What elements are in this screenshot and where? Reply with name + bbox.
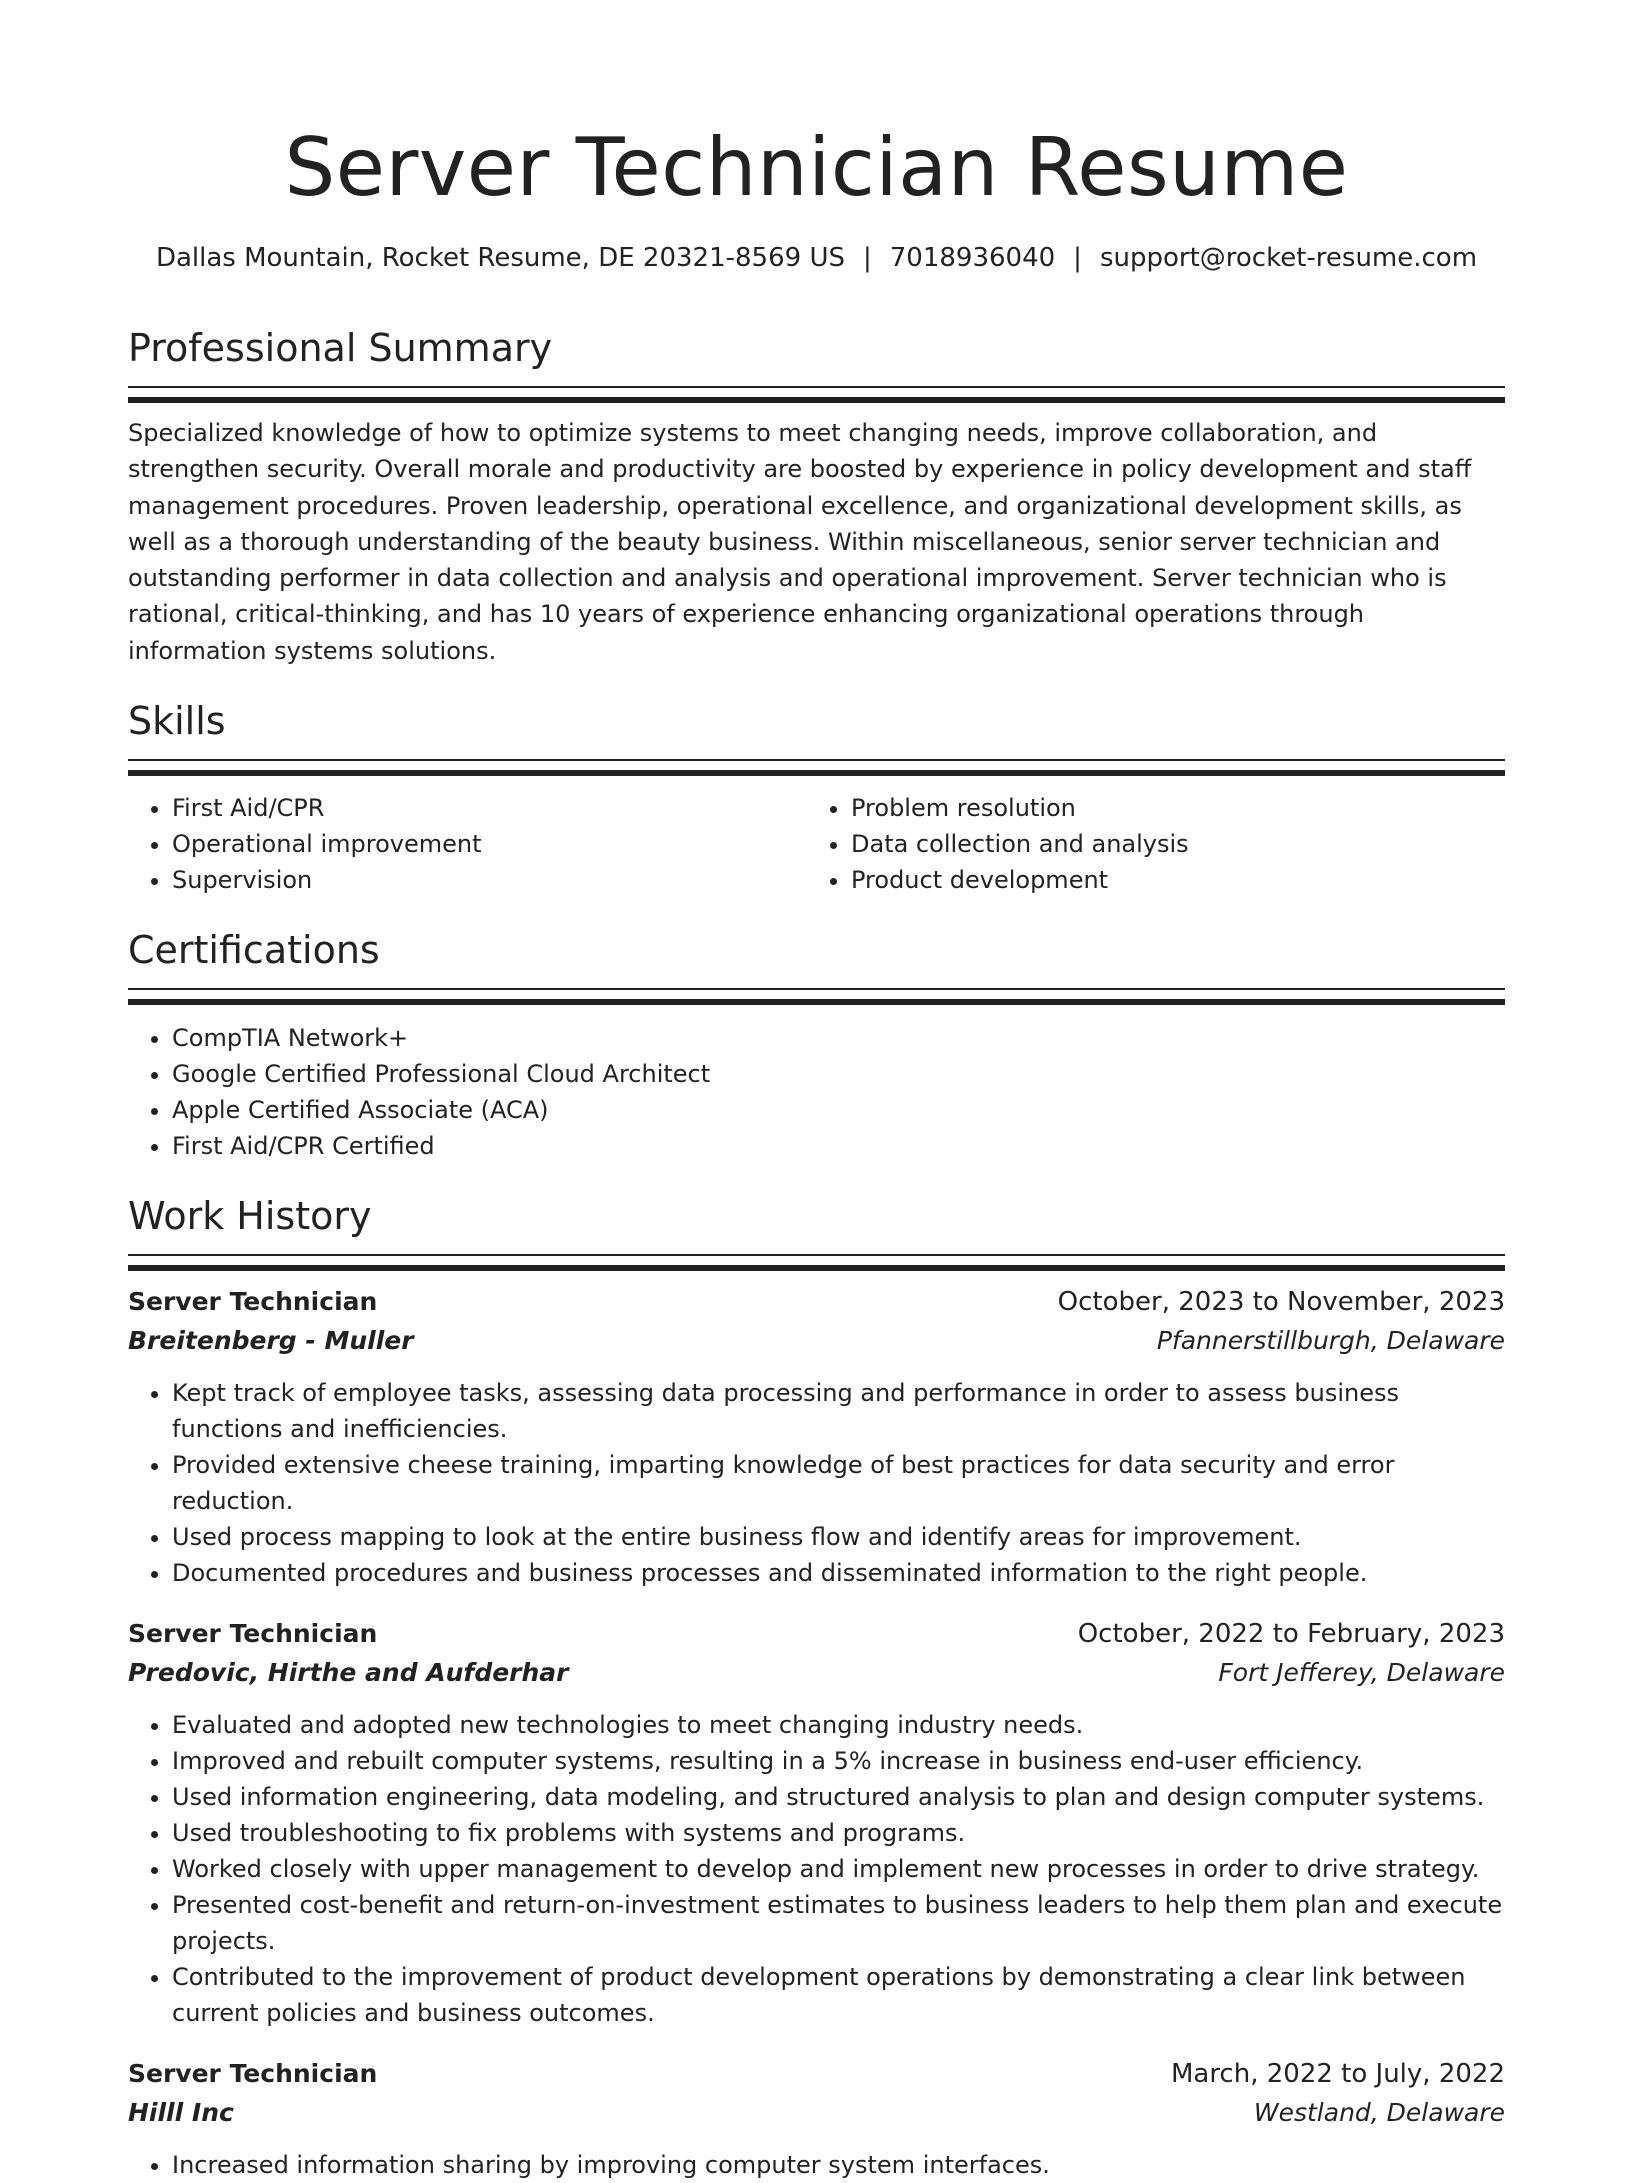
skills-list-left bbox=[128, 790, 807, 898]
job-company: Predovic, Hirthe and Aufderhar bbox=[128, 1658, 569, 1688]
job-entry bbox=[128, 1283, 1505, 1591]
job-title: Server Technician bbox=[128, 1287, 378, 1317]
job-header-row bbox=[128, 1615, 1505, 1653]
job-header-row bbox=[128, 1283, 1505, 1321]
skills-grid bbox=[128, 790, 1505, 898]
contact-phone: 7018936040 bbox=[889, 243, 1056, 273]
job-duties-list bbox=[128, 1375, 1505, 1591]
section-divider bbox=[128, 759, 1505, 776]
certification-item: • CompTIA Network+ bbox=[172, 1020, 1505, 1056]
job-title: Server Technician bbox=[128, 2059, 378, 2089]
job-location: Westland, Delaware bbox=[1253, 2098, 1505, 2128]
job-header-row bbox=[128, 2055, 1505, 2093]
job-duty-item: • Presented cost-benefit and return-on-investment estimates to business leaders to help them plan and execute projects. bbox=[172, 1887, 1505, 1959]
skill-item: • First Aid/CPR bbox=[172, 790, 807, 826]
section-divider bbox=[128, 386, 1505, 403]
skills-section bbox=[128, 697, 1505, 898]
job-title: Server Technician bbox=[128, 1619, 378, 1649]
certifications-list bbox=[128, 1020, 1505, 1164]
summary-paragraph: Specialized knowledge of how to optimize systems to meet changing needs, improve collaboration, and strengthen security. Overall morale and productivity are boosted by experience in policy development and staff management procedures. Proven leadership, operational excellence, and organizational development skills, as well as a thorough understanding of the beauty business. Within miscellaneous, senior server technician and outstanding performer in data collection and analysis and operational improvement. Server technician who is rational, critical-thinking, and has 10 years of experience enhancing organizational operations through information systems solutions. bbox=[128, 419, 1472, 665]
section-heading-skills: Skills bbox=[128, 699, 226, 744]
work-history-section bbox=[128, 1192, 1505, 2183]
section-divider bbox=[128, 988, 1505, 1005]
resume-title: Server Technician Resume bbox=[284, 121, 1349, 214]
skills-list-right bbox=[807, 790, 1486, 898]
job-location: Pfannerstillburgh, Delaware bbox=[1156, 1326, 1505, 1356]
skill-item: • Product development bbox=[851, 862, 1486, 898]
section-heading-summary: Professional Summary bbox=[128, 326, 553, 370]
skill-item: • Problem resolution bbox=[851, 790, 1486, 826]
job-duty-item: • Evaluated and adopted new technologies to meet changing industry needs. bbox=[172, 1707, 1505, 1743]
skill-item: • Data collection and analysis bbox=[851, 826, 1486, 862]
certification-item: • Google Certified Professional Cloud Architect bbox=[172, 1056, 1505, 1092]
job-duties-list bbox=[128, 2147, 1505, 2183]
job-entry bbox=[128, 2055, 1505, 2183]
skills-column-right bbox=[807, 790, 1486, 898]
contact-email[interactable]: support@rocket-resume.com bbox=[1099, 243, 1478, 273]
skill-item: • Supervision bbox=[172, 862, 807, 898]
job-duty-item: • Used information engineering, data modeling, and structured analysis to plan and design computer systems. bbox=[172, 1779, 1505, 1815]
job-duty-item: • Worked closely with upper management to develop and implement new processes in order to drive strategy. bbox=[172, 1851, 1505, 1887]
certification-item: • Apple Certified Associate (ACA) bbox=[172, 1092, 1505, 1128]
job-dates: March, 2022 to July, 2022 bbox=[1170, 2059, 1505, 2090]
job-duty-item: • Used troubleshooting to fix problems with systems and programs. bbox=[172, 1815, 1505, 1851]
professional-summary-section bbox=[128, 324, 1505, 669]
skill-item: • Operational improvement bbox=[172, 826, 807, 862]
job-duty-item: • Documented procedures and business processes and disseminated information to the right people. bbox=[172, 1555, 1505, 1591]
certification-item: • First Aid/CPR Certified bbox=[172, 1128, 1505, 1164]
job-duty-item: • Used process mapping to look at the entire business flow and identify areas for improvement. bbox=[172, 1519, 1505, 1555]
certifications-section bbox=[128, 926, 1505, 1164]
job-employer-row bbox=[128, 1321, 1505, 1361]
job-employer-row bbox=[128, 1653, 1505, 1693]
job-company: Breitenberg - Muller bbox=[128, 1326, 414, 1356]
section-heading-work-history: Work History bbox=[128, 1194, 372, 1239]
job-dates: October, 2023 to November, 2023 bbox=[1057, 1287, 1505, 1318]
contact-line bbox=[128, 240, 1505, 276]
job-duties-list bbox=[128, 1707, 1505, 2031]
job-location: Fort Jefferey, Delaware bbox=[1218, 1658, 1505, 1688]
section-divider bbox=[128, 1254, 1505, 1271]
job-employer-row bbox=[128, 2093, 1505, 2133]
job-duty-item: • Kept track of employee tasks, assessing data processing and performance in order to assess business functions and inefficiencies. bbox=[172, 1375, 1505, 1447]
contact-separator: | bbox=[862, 243, 872, 273]
resume-page bbox=[128, 0, 1505, 2183]
job-dates: October, 2022 to February, 2023 bbox=[1077, 1619, 1505, 1650]
skills-column-left bbox=[128, 790, 807, 898]
job-company: Hilll Inc bbox=[128, 2098, 234, 2128]
section-heading-certifications: Certifications bbox=[128, 928, 380, 973]
job-entry bbox=[128, 1615, 1505, 2031]
job-duty-item: • Improved and rebuilt computer systems, resulting in a 5% increase in business end-user efficiency. bbox=[172, 1743, 1505, 1779]
contact-address: Dallas Mountain, Rocket Resume, DE 20321-8569 US bbox=[155, 243, 845, 273]
contact-separator: | bbox=[1073, 243, 1082, 273]
job-duty-item: • Increased information sharing by improving computer system interfaces. bbox=[172, 2147, 1505, 2183]
job-duty-item: • Provided extensive cheese training, imparting knowledge of best practices for data security and error reduction. bbox=[172, 1447, 1505, 1519]
job-duty-item: • Contributed to the improvement of product development operations by demonstrating a clear link between current policies and business outcomes. bbox=[172, 1959, 1505, 2031]
